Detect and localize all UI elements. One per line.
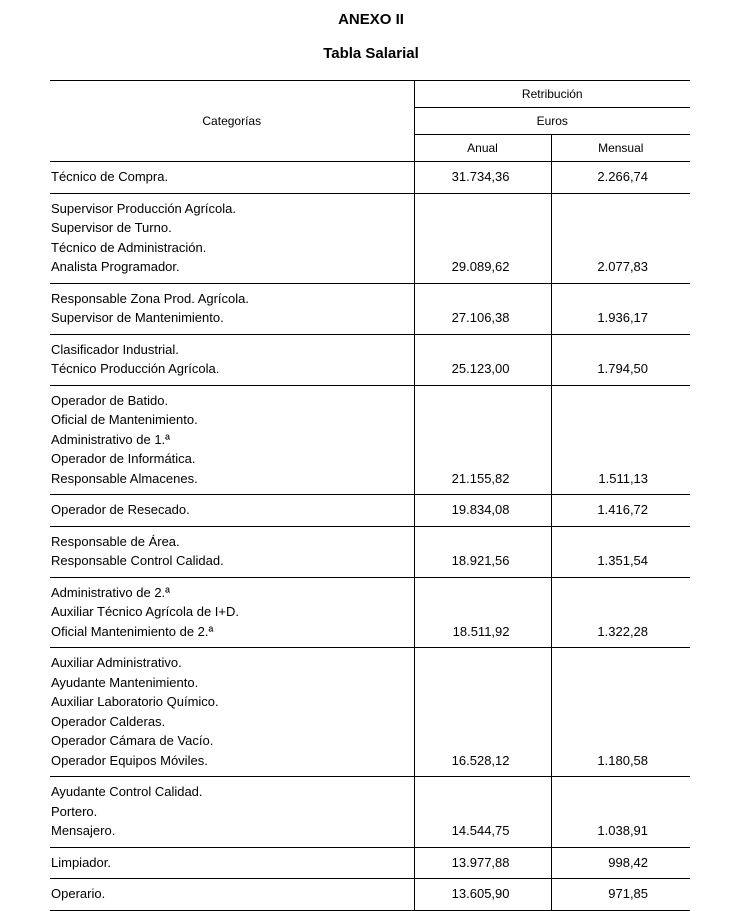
category-name: Oficial Mantenimiento de 2.ª (51, 623, 214, 639)
category-name: Analista Programador. (51, 259, 180, 274)
annual-salary-cell: 18.511,92 (414, 577, 551, 648)
document-title: ANEXO II (338, 11, 404, 28)
monthly-salary-cell: 1.322,28 (551, 577, 690, 648)
annual-salary-cell: 29.089,62 (414, 193, 551, 283)
annual-salary-cell: 14.544,75 (414, 777, 551, 848)
salary-table (50, 80, 690, 911)
monthly-salary-cell: 1.936,17 (551, 283, 690, 334)
table-row (50, 847, 690, 879)
category-name: Administrativo de 1.ª (51, 431, 170, 447)
category-name: Clasificador Industrial. (51, 341, 179, 357)
monthly-salary-cell: 2.266,74 (551, 162, 690, 194)
category-name: Supervisor de Turno. (51, 220, 172, 235)
category-cell (50, 526, 414, 577)
annual-salary-cell: 31.734,36 (414, 162, 551, 194)
annual-salary-cell: 18.921,56 (414, 526, 551, 577)
table-row (50, 879, 690, 911)
table-row (50, 385, 690, 495)
category-cell (50, 283, 414, 334)
category-name: Auxiliar Técnico Agrícola de I+D. (51, 604, 239, 619)
annual-salary-cell: 13.605,90 (414, 879, 551, 911)
annual-salary-cell: 19.834,08 (414, 495, 551, 527)
category-name: Auxiliar Laboratorio Químico. (51, 694, 219, 709)
table-row (50, 495, 690, 527)
table-row (50, 526, 690, 577)
monthly-salary-cell: 998,42 (551, 847, 690, 879)
category-name: Operario. (51, 886, 106, 901)
table-row (50, 577, 690, 648)
category-name: Mensajero. (51, 823, 116, 838)
column-header-annual: Anual (414, 135, 551, 162)
category-cell (50, 648, 414, 777)
category-name: Administrativo de 2.ª (51, 584, 170, 600)
category-name: Ayudante Control Calidad. (51, 784, 203, 799)
category-cell (50, 385, 414, 495)
annual-salary-cell: 21.155,82 (414, 385, 551, 495)
monthly-salary-cell: 1.038,91 (551, 777, 690, 848)
annual-salary-cell: 25.123,00 (414, 334, 551, 385)
table-row (50, 648, 690, 777)
category-cell (50, 879, 414, 911)
salary-table-header (50, 81, 690, 162)
category-name: Operador Equipos Móviles. (51, 752, 208, 768)
category-name: Operador de Informática. (51, 451, 196, 466)
category-name: Supervisor de Mantenimiento. (51, 310, 224, 325)
column-header-monthly: Mensual (551, 135, 690, 162)
column-header-currency: Euros (414, 108, 690, 135)
category-name: Supervisor Producción Agrícola. (51, 200, 236, 216)
category-name: Técnico Producción Agrícola. (51, 361, 220, 376)
category-cell (50, 334, 414, 385)
category-cell (50, 777, 414, 848)
category-cell (50, 847, 414, 879)
category-name: Auxiliar Administrativo. (51, 655, 182, 670)
category-name: Técnico de Compra. (51, 169, 169, 184)
table-row (50, 334, 690, 385)
category-cell (50, 193, 414, 283)
monthly-salary-cell: 1.511,13 (551, 385, 690, 495)
category-name: Oficial de Mantenimiento. (51, 412, 198, 427)
category-name: Limpiador. (51, 854, 111, 870)
monthly-salary-cell: 1.180,58 (551, 648, 690, 777)
column-header-categories: Categorías (50, 81, 414, 162)
category-name: Ayudante Mantenimiento. (51, 674, 199, 690)
table-row (50, 283, 690, 334)
category-name: Operador de Resecado. (51, 502, 190, 517)
category-cell (50, 162, 414, 194)
monthly-salary-cell: 1.416,72 (551, 495, 690, 527)
monthly-salary-cell: 2.077,83 (551, 193, 690, 283)
annual-salary-cell: 13.977,88 (414, 847, 551, 879)
category-name: Operador Cámara de Vacío. (51, 733, 214, 748)
table-row (50, 162, 690, 194)
salary-table-body (50, 162, 690, 911)
annual-salary-cell: 27.106,38 (414, 283, 551, 334)
table-row (50, 777, 690, 848)
monthly-salary-cell: 1.794,50 (551, 334, 690, 385)
table-row (50, 193, 690, 283)
category-name: Responsable Almacenes. (51, 470, 198, 486)
category-name: Operador de Batido. (51, 392, 169, 408)
category-name: Responsable de Área. (51, 533, 180, 549)
annual-salary-cell: 16.528,12 (414, 648, 551, 777)
category-cell (50, 495, 414, 527)
category-cell (50, 577, 414, 648)
category-name: Operador Calderas. (51, 713, 166, 729)
category-name: Responsable Control Calidad. (51, 553, 224, 568)
column-header-retribucion: Retribución (414, 81, 690, 108)
category-name: Responsable Zona Prod. Agrícola. (51, 290, 250, 306)
monthly-salary-cell: 1.351,54 (551, 526, 690, 577)
monthly-salary-cell: 971,85 (551, 879, 690, 911)
category-name: Técnico de Administración. (51, 239, 207, 255)
category-name: Portero. (51, 803, 98, 819)
table-title: Tabla Salarial (323, 45, 419, 62)
